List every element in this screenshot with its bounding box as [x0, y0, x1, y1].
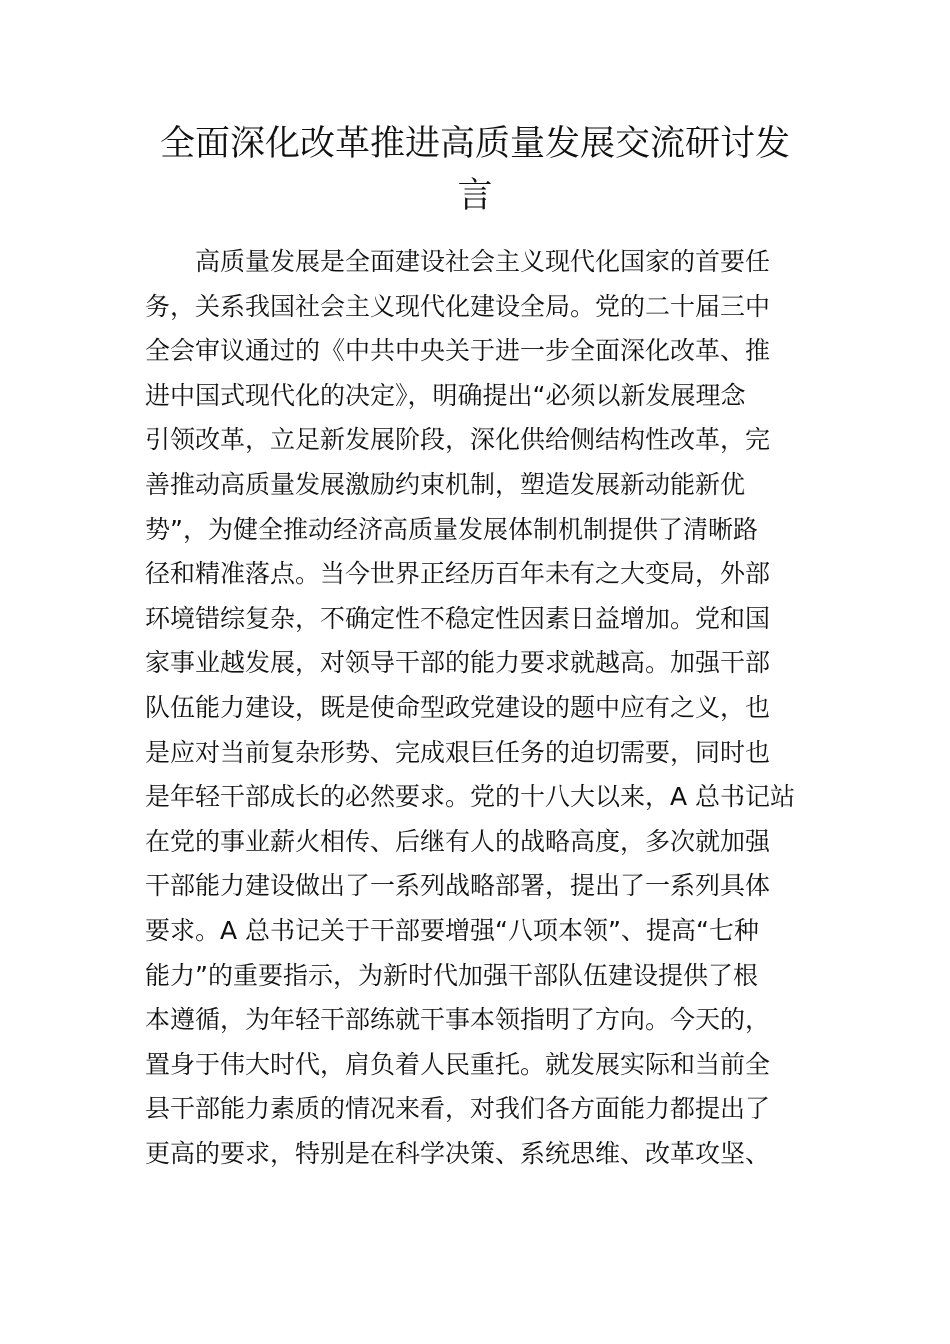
paragraph-line: 干部能力建设做出了一系列战略部署，提出了一系列具体	[145, 871, 771, 901]
paragraph-line: 能力”的重要指示，为新时代加强干部队伍建设提供了根	[145, 960, 758, 990]
title-line-1: 全面深化改革推进高质量发展交流研讨发	[159, 124, 790, 164]
paragraph-line: 县干部能力素质的情况来看，对我们各方面能力都提出了	[145, 1094, 771, 1124]
paragraph-line: 置身于伟大时代，肩负着人民重托。就发展实际和当前全	[145, 1049, 771, 1079]
title-line-2: 言	[457, 176, 493, 216]
paragraph-line: 本遵循，为年轻干部练就干事本领指明了方向。今天的，	[145, 1005, 771, 1035]
body-paragraph	[145, 240, 815, 1176]
paragraph-line: 家事业越发展，对领导干部的能力要求就越高。加强干部	[145, 648, 771, 678]
paragraph-line: 进中国式现代化的决定》，明确提出“必须以新发展理念	[145, 380, 746, 410]
paragraph-line: 全会审议通过的《中共中央关于进一步全面深化改革、推	[145, 336, 771, 366]
paragraph-line: 善推动高质量发展激励约束机制，塑造发展新动能新优	[145, 469, 746, 499]
paragraph-line: 务，关系我国社会主义现代化建设全局。党的二十届三中	[145, 291, 771, 321]
paragraph-line: 势”，为健全推动经济高质量发展体制机制提供了清晰路	[145, 514, 758, 544]
paragraph-line: 环境错综复杂，不确定性不稳定性因素日益增加。党和国	[145, 603, 771, 633]
paragraph-line: 队伍能力建设，既是使命型政党建设的题中应有之义，也	[145, 692, 771, 722]
paragraph-line: 径和精准落点。当今世界正经历百年未有之大变局，外部	[145, 559, 771, 589]
paragraph-line: 更高的要求，特别是在科学决策、系统思维、改革攻坚、	[145, 1138, 771, 1168]
paragraph-line: 要求。A 总书记关于干部要增强“八项本领”、提高“七种	[145, 915, 759, 945]
paragraph-line: 是年轻干部成长的必然要求。党的十八大以来，A 总书记站	[145, 782, 796, 812]
paragraph-line: 高质量发展是全面建设社会主义现代化国家的首要任	[195, 247, 771, 276]
document-title	[145, 118, 805, 222]
paragraph-line: 在党的事业薪火相传、后继有人的战略高度，多次就加强	[145, 826, 771, 856]
paragraph-line: 是应对当前复杂形势、完成艰巨任务的迫切需要，同时也	[145, 737, 771, 767]
paragraph-line: 引领改革，立足新发展阶段，深化供给侧结构性改革，完	[145, 425, 771, 455]
